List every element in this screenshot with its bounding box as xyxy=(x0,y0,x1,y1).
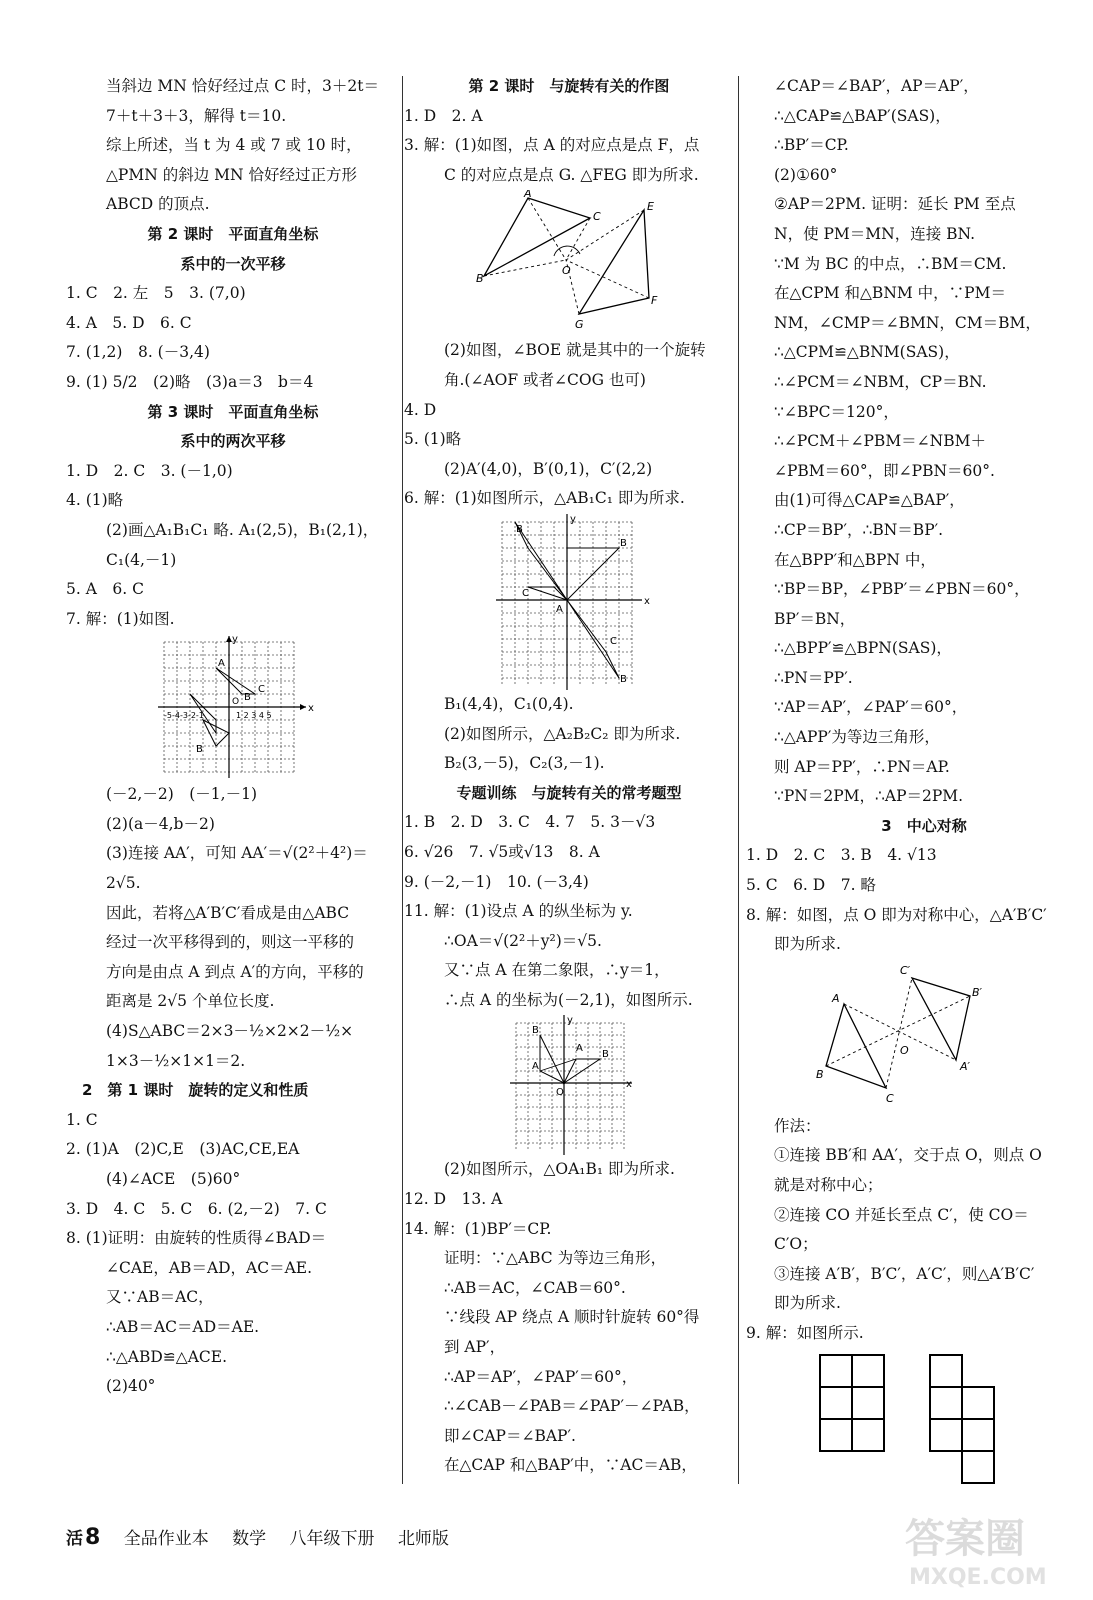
answer-line: BP′＝BN， xyxy=(774,609,856,628)
answer-line: 1. C 2. 左 5 3. (7,0) xyxy=(66,284,246,303)
answer-line: C′O； xyxy=(774,1235,818,1254)
section-heading: 专题训练 与旋转有关的常考题型 xyxy=(456,783,682,802)
answer-line: ②AP＝2PM. 证明：延长 PM 至点 xyxy=(774,195,1016,214)
svg-text:C: C xyxy=(886,1091,894,1105)
answer-line: 由(1)可得△CAP≌△BAP′， xyxy=(774,491,965,510)
svg-text:C: C xyxy=(522,587,529,599)
answer-line: 2. (1)A (2)C,E (3)AC,CE,EA xyxy=(66,1140,300,1159)
answer-line: 4. A 5. D 6. C xyxy=(66,313,192,332)
svg-text:A: A xyxy=(218,658,225,670)
section-heading: 第 2 课时 与旋转有关的作图 xyxy=(468,77,670,95)
svg-text:F: F xyxy=(651,294,658,308)
svg-text:y: y xyxy=(567,1015,573,1027)
svg-text:B: B xyxy=(532,1025,539,1037)
svg-text:A: A xyxy=(532,1061,539,1073)
footer-book: 全品作业本 xyxy=(123,1529,209,1549)
svg-text:B: B xyxy=(244,692,251,704)
answer-line: 又∵点 A 在第二象限，∴y＝1， xyxy=(444,961,670,980)
answer-line: B₂(3,－5)，C₂(3,－1). xyxy=(444,754,605,773)
answer-line: ∴PN＝PP′. xyxy=(774,668,853,687)
answer-line: 9. 解：如图所示. xyxy=(746,1323,864,1342)
section-heading: 3 中心对称 xyxy=(881,816,967,835)
cube-net-figure xyxy=(774,1349,1074,1487)
svg-text:B′: B′ xyxy=(972,985,983,999)
rotation-figure xyxy=(404,190,734,336)
answer-line: ∴∠PCM＝∠NBM，CP＝BN. xyxy=(774,372,987,391)
text-line: 7＋t＋3＋3，解得 t＝10. xyxy=(106,106,287,125)
answer-line: ∠CAE，AB＝AD，AC＝AE. xyxy=(106,1258,313,1277)
answer-line: 2√5. xyxy=(106,874,141,893)
answer-line: 7. 解：(1)如图. xyxy=(66,609,175,628)
answer-line: ∴△CPM≌△BNM(SAS)， xyxy=(774,343,960,362)
svg-text:x: x xyxy=(626,1079,632,1091)
watermark-logo xyxy=(897,1500,1077,1595)
answer-line: ∴∠CAB－∠PAB＝∠PAP′－∠PAB， xyxy=(444,1397,700,1416)
answer-line: ∴∠PCM＋∠PBM＝∠NBM＋ xyxy=(774,432,986,451)
answer-line: 1×3－½×1×1＝2. xyxy=(106,1051,246,1070)
svg-text:y: y xyxy=(232,634,238,646)
svg-text:A: A xyxy=(832,991,840,1005)
svg-text:B: B xyxy=(816,1067,824,1081)
svg-text:O: O xyxy=(556,1087,564,1099)
answer-line: 在△CPM 和△BNM 中，∵PM＝ xyxy=(774,284,1006,303)
answer-line: C 的对应点是点 G. △FEG 即为所求. xyxy=(444,165,699,184)
answer-line: N，使 PM＝MN，连接 BN. xyxy=(774,224,976,243)
svg-text:B: B xyxy=(620,673,627,685)
answer-line: 经过一次平移得到的，则这一平移的 xyxy=(106,933,355,952)
footer-subject: 数学 xyxy=(232,1529,267,1549)
answer-line: 又∵AB＝AC， xyxy=(106,1288,214,1307)
answer-line: ∴AB＝AC，∠CAB＝60°. xyxy=(444,1278,626,1297)
svg-text:O: O xyxy=(232,697,240,708)
answer-line: ∴CP＝BP′，∴BN＝BP′. xyxy=(774,520,944,539)
page-number: 8 xyxy=(85,1525,101,1550)
footer-grade: 八年级下册 xyxy=(289,1529,375,1549)
answer-line: 5. (1)略 xyxy=(404,430,462,449)
answer-line: 在△BPP′和△BPN 中， xyxy=(774,550,936,569)
answer-line: (2)A′(4,0)，B′(0,1)，C′(2,2) xyxy=(444,459,653,478)
answer-line: 4. D xyxy=(404,400,437,419)
answer-line: ∴△BPP′≌△BPN(SAS)， xyxy=(774,639,952,658)
svg-text:y: y xyxy=(570,513,576,525)
answer-line: ∴AP＝AP′，∠PAP′＝60°， xyxy=(444,1367,638,1386)
column-2 xyxy=(404,72,734,1481)
answer-line: 1. D 2. C 3. (－1,0) xyxy=(66,461,233,480)
answer-line: (2)①60° xyxy=(774,165,838,184)
answer-line: ∵线段 AP 绕点 A 顺时针旋转 60°得 xyxy=(444,1308,700,1327)
answer-line: ∵AP＝AP′，∠PAP′＝60°， xyxy=(774,698,968,717)
svg-text:O: O xyxy=(562,264,571,278)
answer-line: ∴BP′＝CP. xyxy=(774,136,849,155)
footer-prefix: 活 xyxy=(66,1529,83,1549)
answer-line: (2)如图所示，△A₂B₂C₂ 即为所求. xyxy=(444,724,681,743)
answer-line: 5. C 6. D 7. 略 xyxy=(746,876,876,895)
answer-line: 12. D 13. A xyxy=(404,1190,503,1209)
answer-line: (－2,－2) (－1,－1) xyxy=(106,785,257,804)
answer-line: 在△CAP 和△BAP′中，∵AC＝AB， xyxy=(444,1456,697,1475)
answer-line: 就是对称中心； xyxy=(774,1176,883,1194)
answer-line: 8. (1)证明：由旋转的性质得∠BAD＝ xyxy=(66,1229,327,1248)
svg-text:B: B xyxy=(602,1049,609,1061)
column-1 xyxy=(66,72,400,1402)
svg-text:x: x xyxy=(644,595,650,607)
answer-line: 3. D 4. C 5. C 6. (2,－2) 7. C xyxy=(66,1199,327,1218)
answer-line: 9. (－2,－1) 10. (－3,4) xyxy=(404,872,589,891)
answer-line: 6. 解：(1)如图所示，△AB₁C₁ 即为所求. xyxy=(404,489,685,508)
svg-text:x: x xyxy=(308,703,314,715)
svg-text:A′: A′ xyxy=(960,1059,971,1073)
svg-text:E: E xyxy=(647,200,654,214)
section-heading: 系中的一次平移 xyxy=(180,254,286,273)
answer-line: 作法： xyxy=(774,1116,821,1135)
answer-line: 9. (1) 5/2 (2)略 (3)a＝3 b＝4 xyxy=(66,372,314,391)
svg-text:C′: C′ xyxy=(900,963,911,977)
section-heading: 第 2 课时 平面直角坐标 xyxy=(147,224,319,243)
answer-line: 1. C xyxy=(66,1110,98,1129)
answer-line: 6. √26 7. √5或√13 8. A xyxy=(404,842,600,861)
text-line: 当斜边 MN 恰好经过点 C 时，3＋2t＝ xyxy=(106,77,379,95)
text-line: ABCD 的顶点. xyxy=(106,195,210,214)
svg-text:MXQE.COM: MXQE.COM xyxy=(909,1565,1047,1590)
column-3 xyxy=(746,72,1074,1487)
answer-line: ∠PBM＝60°，即∠PBN＝60°. xyxy=(774,461,995,480)
answer-line: 方向是由点 A 到点 A′的方向，平移的 xyxy=(106,962,364,981)
svg-text:C: C xyxy=(610,635,617,647)
rotation-grid-figure-2 xyxy=(404,1015,734,1155)
answer-line: 3. 解：(1)如图，点 A 的对应点是点 F，点 xyxy=(404,136,700,155)
answer-line: (2)如图，∠BOE 就是其中的一个旋转 xyxy=(444,341,706,360)
central-symmetry-figure xyxy=(774,960,1074,1112)
column-divider-1 xyxy=(402,76,403,1484)
answer-line: ①连接 BB′和 AA′，交于点 O，则点 O xyxy=(774,1146,1042,1165)
rotation-grid-figure-1 xyxy=(404,514,734,690)
answer-line: 8. 解：如图，点 O 即为对称中心，△A′B′C′ xyxy=(746,905,1047,924)
answer-line: NM，∠CMP＝∠BMN，CM＝BM， xyxy=(774,313,1041,332)
footer-edition: 北师版 xyxy=(397,1529,449,1549)
svg-text:G: G xyxy=(575,318,584,332)
answer-line: ∵BP＝BP，∠PBP′＝∠PBN＝60°， xyxy=(774,580,1030,599)
answer-line: ∵M 为 BC 的中点，∴BM＝CM. xyxy=(774,254,1007,273)
answer-line: ∴△APP′为等边三角形， xyxy=(774,728,940,747)
answer-line: 5. A 6. C xyxy=(66,580,144,599)
answer-line: ∵PN＝2PM，∴AP＝2PM. xyxy=(774,787,964,806)
svg-text:A: A xyxy=(524,190,532,201)
text-line: △PMN 的斜边 MN 恰好经过正方形 xyxy=(106,165,357,184)
answer-line: 证明：∵△ABC 为等边三角形， xyxy=(444,1249,667,1268)
answer-line: ∴点 A 的坐标为(－2,1)，如图所示. xyxy=(444,990,693,1009)
answer-line: ∴OA＝√(2²＋y²)＝√5. xyxy=(444,931,602,950)
column-divider-2 xyxy=(738,76,739,1484)
answer-line: ②连接 CO 并延长至点 C′，使 CO＝ xyxy=(774,1205,1029,1224)
answer-line: 因此，若将△A′B′C′看成是由△ABC xyxy=(106,903,350,922)
answer-line: ∴△ABD≌△ACE. xyxy=(106,1347,227,1366)
answer-line: 4. (1)略 xyxy=(66,491,124,510)
answer-line: (2)如图所示，△OA₁B₁ 即为所求. xyxy=(444,1160,675,1179)
answer-line: 11. 解：(1)设点 A 的纵坐标为 y. xyxy=(404,902,633,921)
answer-line: ③连接 A′B′，B′C′，A′C′，则△A′B′C′ xyxy=(774,1264,1035,1283)
answer-line: 1. D 2. A xyxy=(404,106,483,125)
answer-line: ∴AB＝AC＝AD＝AE. xyxy=(106,1317,260,1336)
answer-line: B₁(4,4)，C₁(0,4). xyxy=(444,694,574,713)
answer-line: ∴△CAP≌△BAP′(SAS)， xyxy=(774,106,951,125)
text-line: 综上所述，当 t 为 4 或 7 或 10 时， xyxy=(106,136,362,155)
svg-text:B: B xyxy=(476,272,484,286)
svg-text:C: C xyxy=(258,684,265,696)
answer-line: C₁(4,－1) xyxy=(106,550,177,569)
svg-text:C: C xyxy=(593,210,601,224)
answer-line: 即为所求. xyxy=(774,1294,841,1313)
svg-text:B: B xyxy=(196,744,203,756)
answer-line: ∵∠BPC＝120°， xyxy=(774,402,899,421)
svg-text:O: O xyxy=(900,1043,909,1057)
answer-line: 则 AP＝PP′，∴PN＝AP. xyxy=(774,757,950,776)
answer-line: 7. (1,2) 8. (－3,4) xyxy=(66,343,210,362)
answer-line: (4)S△ABC＝2×3－½×2×2－½× xyxy=(106,1022,354,1041)
svg-text:1 2 3 4 5: 1 2 3 4 5 xyxy=(236,711,272,721)
answer-line: (4)∠ACE (5)60° xyxy=(106,1170,241,1188)
answer-line: 即为所求. xyxy=(774,935,841,954)
section-heading: 系中的两次平移 xyxy=(180,432,286,451)
section-heading: 第 3 课时 平面直角坐标 xyxy=(147,402,319,421)
answer-line: 距离是 2√5 个单位长度. xyxy=(106,992,275,1011)
svg-text:-5-4-3-2-1: -5-4-3-2-1 xyxy=(164,711,204,721)
answer-line: (3)连接 AA′，可知 AA′＝√(2²＋4²)＝ xyxy=(106,844,368,863)
svg-text:A: A xyxy=(556,603,563,615)
svg-text:答案圈: 答案圈 xyxy=(905,1516,1025,1562)
answer-line: 1. B 2. D 3. C 4. 7 5. 3－√3 xyxy=(404,813,656,832)
answer-line: 到 AP′， xyxy=(444,1338,506,1357)
answer-line: (2)(a－4,b－2) xyxy=(106,814,215,833)
answer-line: (2)画△A₁B₁C₁ 略. A₁(2,5)，B₁(2,1)， xyxy=(106,520,379,539)
svg-text:B: B xyxy=(620,537,627,549)
answer-line: 14. 解：(1)BP′＝CP. xyxy=(404,1219,552,1238)
section-heading: 2 第 1 课时 旋转的定义和性质 xyxy=(82,1081,309,1100)
svg-text:B: B xyxy=(516,523,523,535)
answer-line: 角.(∠AOF 或者∠COG 也可) xyxy=(444,370,646,389)
answer-line: 1. D 2. C 3. B 4. √13 xyxy=(746,846,937,865)
svg-text:A: A xyxy=(576,1043,583,1055)
answer-line: (2)40° xyxy=(106,1377,156,1396)
answer-line: ∠CAP＝∠BAP′，AP＝AP′， xyxy=(774,77,979,95)
page-footer xyxy=(66,1524,467,1550)
answer-line: 即∠CAP＝∠BAP′. xyxy=(444,1426,576,1445)
translation-grid-figure xyxy=(66,634,400,780)
